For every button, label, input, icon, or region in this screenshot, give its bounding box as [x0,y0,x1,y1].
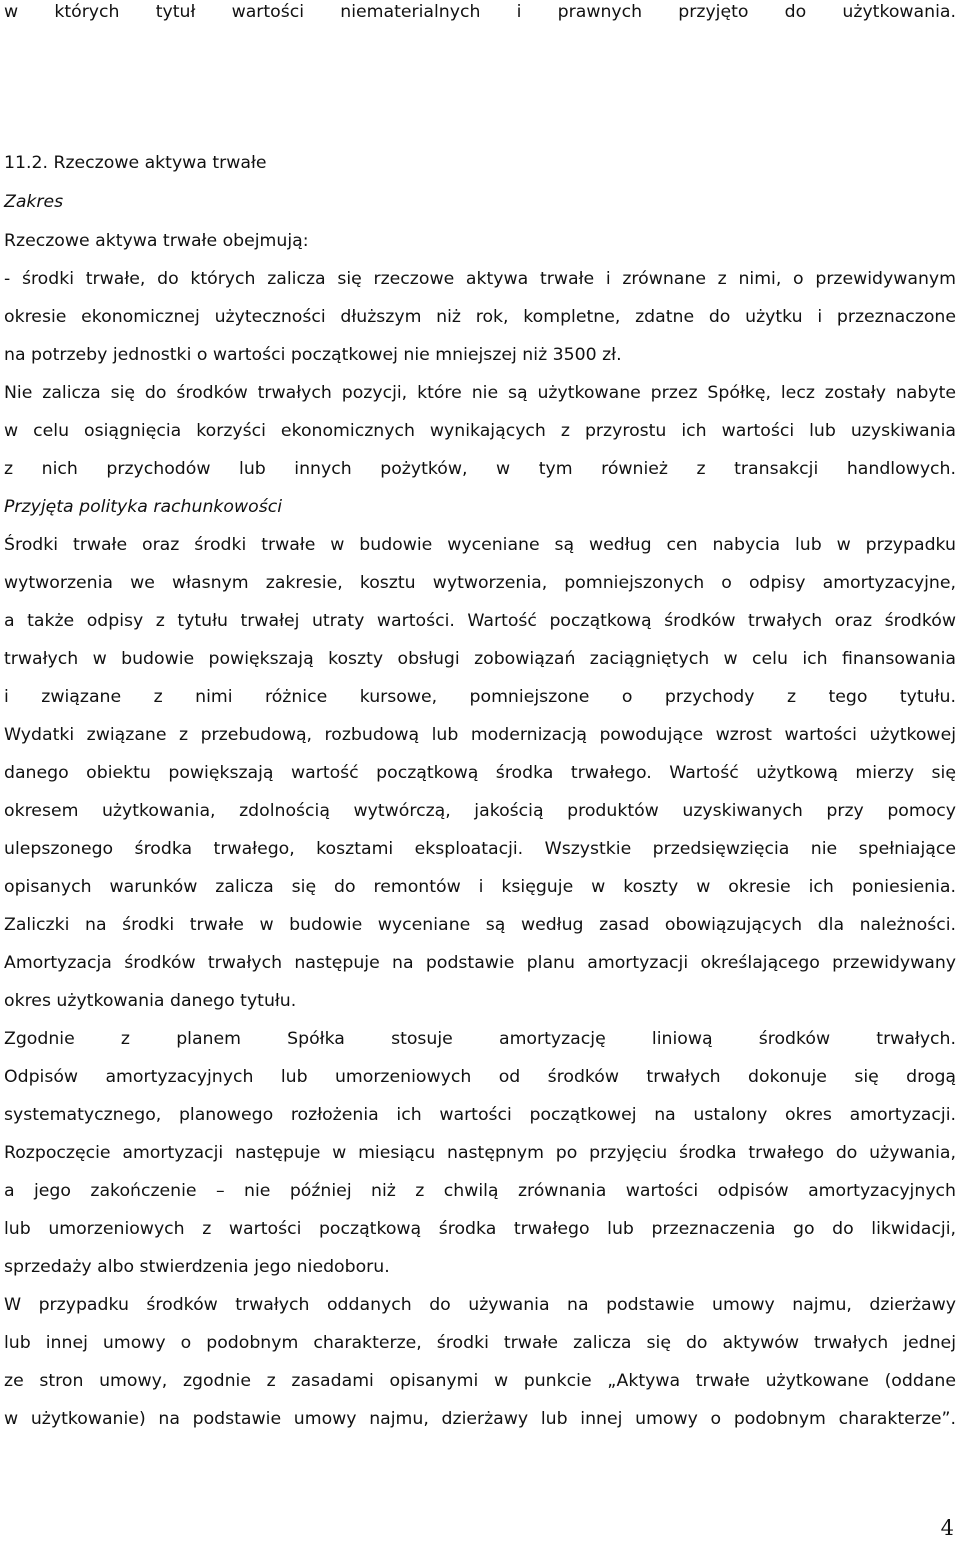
text-line: lub innej umowy o podobnym charakterze, środki trwałe zalicza się do aktywów trwałych jednej [4,1333,956,1353]
text-line: na potrzeby jednostki o wartości początkowej nie mniejszej niż 3500 zł. [4,345,622,365]
subheading-scope: Zakres [4,192,64,212]
text-line: Środki trwałe oraz środki trwałe w budowie wyceniane są według cen nabycia lub w przypadku [4,535,956,555]
text-line: w celu osiągnięcia korzyści ekonomicznych wynikających z przyrostu ich wartości lub uzyskiwania [4,421,956,441]
text-line: Amortyzacja środków trwałych następuje na podstawie planu amortyzacji określającego przewidywany [4,953,956,973]
text-line: Wydatki związane z przebudową, rozbudową lub modernizacją powodujące wzrost wartości użytkowej [4,725,956,745]
text-line: Rozpoczęcie amortyzacji następuje w miesiącu następnym po przyjęciu środka trwałego do używania, [4,1143,956,1163]
text-line: Odpisów amortyzacyjnych lub umorzeniowych od środków trwałych dokonuje się drogą [4,1067,956,1087]
text-line: ulepszonego środka trwałego, kosztami eksploatacji. Wszystkie przedsięwzięcia nie spełniające [4,839,956,859]
page-number: 4 [940,1516,954,1540]
subheading-policy: Przyjęta polityka rachunkowości [4,497,283,517]
text-line: Zgodnie z planem Spółka stosuje amortyzację liniową środków trwałych. [4,1029,956,1049]
text-line: sprzedaży albo stwierdzenia jego niedoboru. [4,1257,390,1277]
text-line: okresem użytkowania, zdolnością wytwórczą, jakością produktów uzyskiwanych przy pomocy [4,801,956,821]
text-line: - środki trwałe, do których zalicza się rzeczowe aktywa trwałe i zrównane z nimi, o przewidywanym [4,269,956,289]
text-line: W przypadku środków trwałych oddanych do używania na podstawie umowy najmu, dzierżawy [4,1295,956,1315]
text-line: i związane z nimi różnice kursowe, pomniejszone o przychody z tego tytułu. [4,687,956,707]
text-line: okres użytkowania danego tytułu. [4,991,297,1011]
text-line: w użytkowanie) na podstawie umowy najmu, dzierżawy lub innej umowy o podobnym charakterze”. [4,1409,956,1429]
text-line: Rzeczowe aktywa trwałe obejmują: [4,231,309,251]
text-line: z nich przychodów lub innych pożytków, w tym również z transakcji handlowych. [4,459,956,479]
text-line: okresie ekonomicznej użyteczności dłuższym niż rok, kompletne, zdatne do użytku i przeznaczone [4,307,956,327]
text-line-continuation: w których tytuł wartości niematerialnych i prawnych przyjęto do użytkowania. [4,2,956,22]
text-line: Zaliczki na środki trwałe w budowie wyceniane są według zasad obowiązujących dla należności. [4,915,956,935]
text-line: trwałych w budowie powiększają koszty obsługi zobowiązań zaciągniętych w celu ich finansowania [4,649,956,669]
text-line: systematycznego, planowego rozłożenia ich wartości początkowej na ustalony okres amortyzacji. [4,1105,956,1125]
text-line: danego obiektu powiększają wartość początkową środka trwałego. Wartość użytkową mierzy się [4,763,956,783]
text-line: lub umorzeniowych z wartości początkową środka trwałego lub przeznaczenia go do likwidacji, [4,1219,956,1239]
text-line: Nie zalicza się do środków trwałych pozycji, które nie są użytkowane przez Spółkę, lecz zostały nabyte [4,383,956,403]
text-line: opisanych warunków zalicza się do remontów i księguje w koszty w okresie ich poniesienia. [4,877,956,897]
text-line: a jego zakończenie – nie później niż z chwilą zrównania wartości odpisów amortyzacyjnych [4,1181,956,1201]
text-line: wytworzenia we własnym zakresie, kosztu wytworzenia, pomniejszonych o odpisy amortyzacyjne, [4,573,956,593]
text-line: ze stron umowy, zgodnie z zasadami opisanymi w punkcie „Aktywa trwałe użytkowane (oddane [4,1371,956,1391]
section-heading: 11.2. Rzeczowe aktywa trwałe [4,153,267,173]
text-line: a także odpisy z tytułu trwałej utraty wartości. Wartość początkową środków trwałych oraz środków [4,611,956,631]
